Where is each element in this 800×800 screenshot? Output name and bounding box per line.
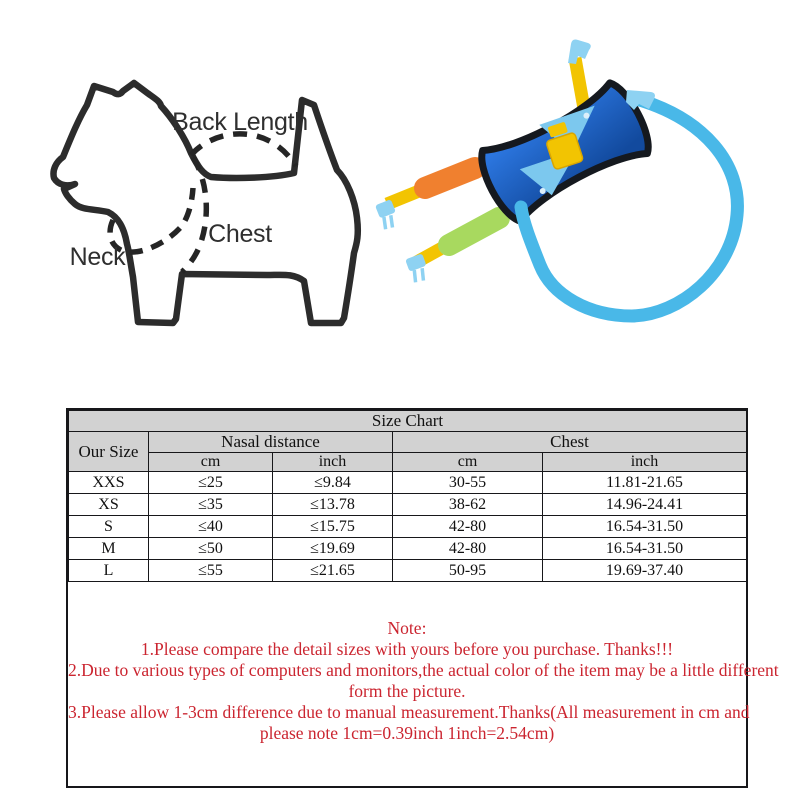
note-section bbox=[68, 618, 779, 744]
dog-measurement-diagram bbox=[30, 60, 390, 350]
note-line: 2.Due to various types of computers and monitors,the actual color of the item may be a little different bbox=[68, 660, 779, 680]
cell-chest-inch: 16.54-31.50 bbox=[543, 538, 747, 560]
cell-nasal-cm: ≤25 bbox=[149, 472, 273, 494]
cell-size: M bbox=[69, 538, 149, 560]
table-row-s bbox=[69, 516, 747, 538]
subheader-nasal-cm: cm bbox=[149, 453, 273, 472]
back-length-dashed-arc bbox=[191, 134, 296, 166]
table-row-m bbox=[69, 538, 747, 560]
cell-nasal-inch: ≤15.75 bbox=[273, 516, 393, 538]
note-line: form the picture. bbox=[348, 681, 466, 701]
cell-size: XS bbox=[69, 494, 149, 516]
cell-nasal-cm: ≤50 bbox=[149, 538, 273, 560]
cell-size: XXS bbox=[69, 472, 149, 494]
cell-nasal-inch: ≤13.78 bbox=[273, 494, 393, 516]
cell-chest-cm: 30-55 bbox=[393, 472, 543, 494]
cell-nasal-cm: ≤35 bbox=[149, 494, 273, 516]
note-title: Note: bbox=[387, 618, 427, 638]
table-row-xs bbox=[69, 494, 747, 516]
note-line: please note 1cm=0.39inch 1inch=2.54cm) bbox=[259, 723, 555, 743]
size-chart-title: Size Chart bbox=[69, 411, 747, 432]
col-header-chest: Chest bbox=[393, 432, 747, 453]
subheader-chest-cm: cm bbox=[393, 453, 543, 472]
note-line: 3.Please allow 1-3cm difference due to manual measurement.Thanks(All measurement in cm and bbox=[68, 702, 750, 722]
neck-label: Neck bbox=[69, 243, 126, 271]
table-row-l bbox=[69, 560, 747, 582]
cell-nasal-inch: ≤9.84 bbox=[273, 472, 393, 494]
cell-chest-inch: 19.69-37.40 bbox=[543, 560, 747, 582]
table-row-xxs bbox=[69, 472, 747, 494]
cell-nasal-inch: ≤21.65 bbox=[273, 560, 393, 582]
size-chart-table bbox=[68, 410, 747, 582]
note-line: 1.Please compare the detail sizes with yours before you purchase. Thanks!!! bbox=[140, 639, 674, 659]
subheader-chest-inch: inch bbox=[543, 453, 747, 472]
cell-chest-cm: 50-95 bbox=[393, 560, 543, 582]
size-chart-box bbox=[66, 408, 779, 788]
cell-nasal-cm: ≤55 bbox=[149, 560, 273, 582]
back-length-label: Back Length bbox=[172, 108, 308, 136]
orange-mesh-sleeve bbox=[425, 168, 475, 188]
cell-chest-inch: 16.54-31.50 bbox=[543, 516, 747, 538]
cell-chest-inch: 11.81-21.65 bbox=[543, 472, 747, 494]
cell-chest-inch: 14.96-24.41 bbox=[543, 494, 747, 516]
cell-nasal-cm: ≤40 bbox=[149, 516, 273, 538]
chest-label: Chest bbox=[208, 220, 272, 248]
cell-nasal-inch: ≤19.69 bbox=[273, 538, 393, 560]
harness-product-photo bbox=[375, 18, 770, 338]
cell-size: L bbox=[69, 560, 149, 582]
cell-chest-cm: 38-62 bbox=[393, 494, 543, 516]
cell-chest-cm: 42-80 bbox=[393, 538, 543, 560]
cell-chest-cm: 42-80 bbox=[393, 516, 543, 538]
green-mesh-sleeve bbox=[449, 218, 499, 245]
col-header-our-size: Our Size bbox=[69, 432, 149, 472]
col-header-nasal-distance: Nasal distance bbox=[149, 432, 393, 453]
cell-size: S bbox=[69, 516, 149, 538]
subheader-nasal-inch: inch bbox=[273, 453, 393, 472]
